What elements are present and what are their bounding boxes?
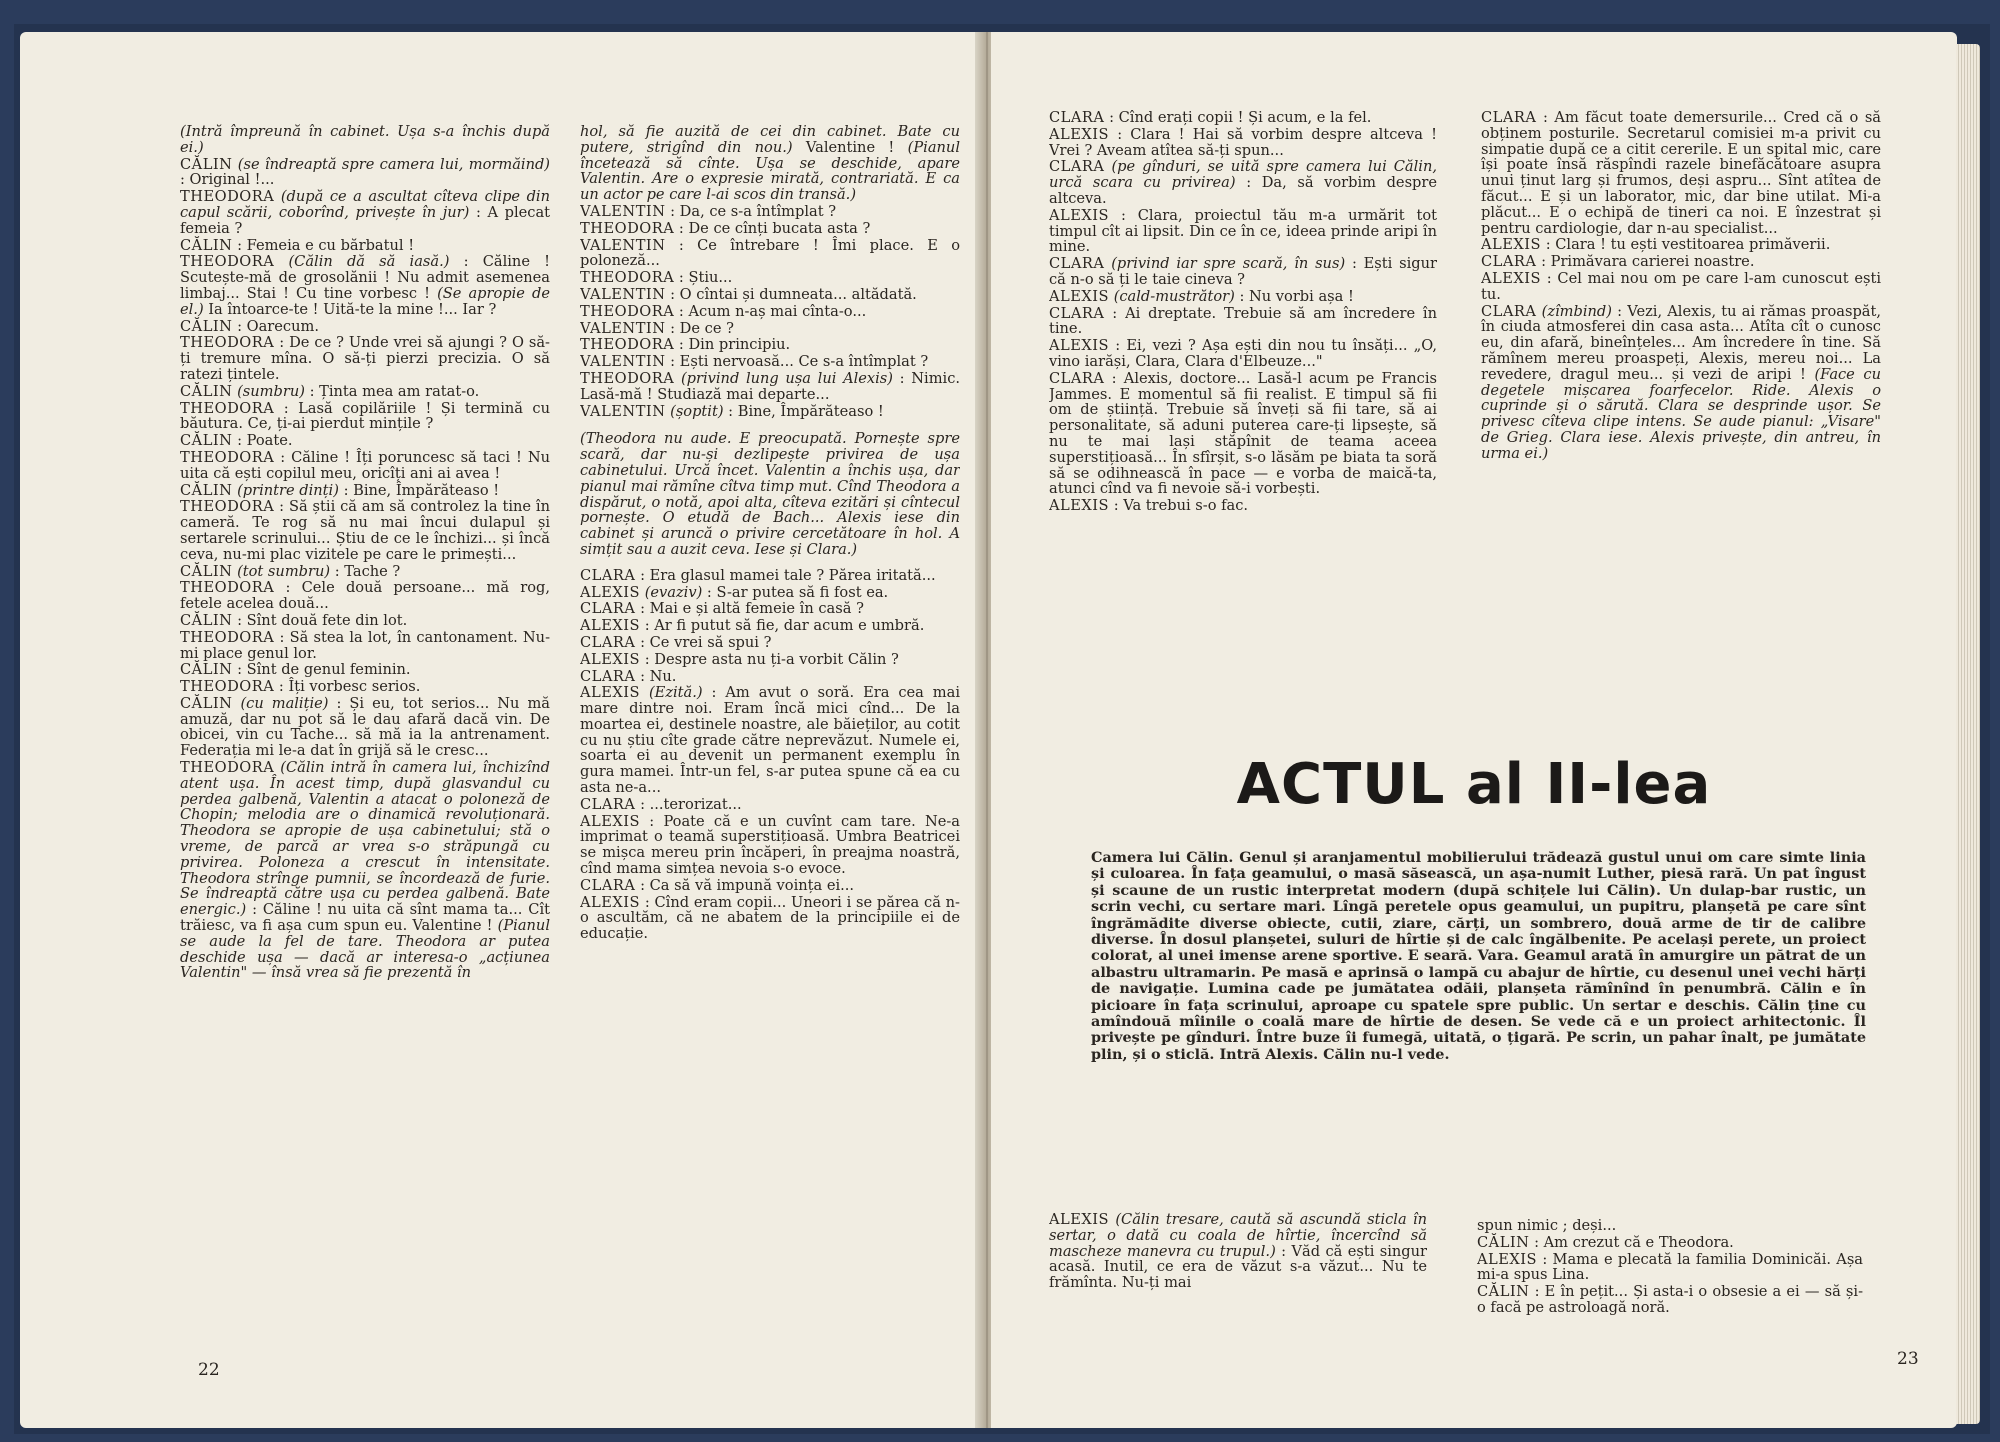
speaker-name: THEODORA bbox=[180, 498, 275, 516]
speaker-name: THEODORA bbox=[580, 336, 675, 354]
dialogue-line bbox=[180, 384, 550, 400]
speaker-name: ALEXIS bbox=[1049, 287, 1110, 305]
speaker-name: CĂLIN bbox=[1477, 1283, 1530, 1301]
stage-direction: (pe gînduri, se uită spre camera lui Călin, urcă scara cu privirea) bbox=[1049, 158, 1437, 192]
dialogue-text: : Am făcut toate demersurile... Cred că o să obținem posturile. Secretarul comisiei m-a privit cu simpatie după ce a citit cererile. E un spital mic, care își poate însă răspîndi razele binefăcătoare asupra unui ținut larg și frumos, deși aspru... Sînt atîtea de făcut... E și un laborator, mic, dar bine utilat. Mi-a plăcut... E o echipă de tineri ca noi. E înzestrat și pentru cardiologie, dar n-au specialist... bbox=[1481, 110, 1881, 237]
stage-direction: (sumbru) bbox=[237, 382, 305, 400]
stage-direction: (Theodora nu aude. E preocupată. Pornește spre scară, dar nu-și dezlipește privirea de ușa cabinetului. Urcă încet. Valentin a închis ușa, dar pianul mai rămîne cîtva timp mut. Cînd Theodora a dispărut, o notă, apoi alta, cîteva ezitări și cîntecul pornește. O etudă de Bach... Alexis iese din cabinet și aruncă o privire cercetătoare în hol. A simțit sau a auzit ceva. Iese și Clara.) bbox=[580, 430, 960, 558]
dialogue-line bbox=[180, 124, 550, 156]
speaker-name: CLARA bbox=[1049, 304, 1105, 322]
dialogue-line bbox=[1049, 338, 1437, 370]
speaker-name: CĂLIN bbox=[180, 611, 233, 629]
dialogue-line bbox=[580, 669, 960, 685]
speaker-name: THEODORA bbox=[180, 253, 275, 271]
dialogue-text: : De ce ? bbox=[670, 319, 734, 337]
dialogue-text: : Ca să vă impună voința ei... bbox=[640, 876, 855, 894]
dialogue-text: : Clara, proiectul tău m-a urmărit tot timpul cît ai lipsit. Din ce în ce, ideea prinde aripi în mine. bbox=[1049, 206, 1437, 256]
dialogue-text: : Văd că ești singur acasă. bbox=[1049, 1242, 1427, 1276]
speaker-name: CĂLIN bbox=[180, 562, 233, 580]
stage-direction: (zîmbind) bbox=[1541, 302, 1612, 320]
dialogue-text: : Cînd erați copii ! Și acum, e la fel. bbox=[1109, 110, 1372, 126]
page-number-left: 22 bbox=[198, 1360, 220, 1380]
dialogue-text: : Căline ! Îți poruncesc să taci ! Nu uita că ești copilul meu, oricîți ani ai avea ! bbox=[180, 448, 550, 482]
stage-direction: (tot sumbru) bbox=[237, 562, 331, 580]
dialogue-text: : Clara ! tu ești vestitoarea primăverii. bbox=[1545, 236, 1831, 254]
dialogue-text: : Despre asta nu ți-a vorbit Călin ? bbox=[644, 650, 899, 668]
dialogue-line bbox=[580, 618, 960, 634]
speaker-name: THEODORA bbox=[580, 369, 675, 387]
dialogue-text: : Căline ! nu uita că sînt mama ta... Cît trăiesc, va fi așa cum spun eu. bbox=[180, 901, 550, 935]
speaker-name: THEODORA bbox=[580, 269, 675, 287]
speaker-name: CLARA bbox=[580, 633, 636, 651]
dialogue-text: : S-ar putea să fi fost ea. bbox=[706, 583, 889, 601]
speaker-name: VALENTIN bbox=[580, 236, 666, 254]
speaker-name: VALENTIN bbox=[580, 285, 666, 303]
dialogue-line bbox=[580, 124, 960, 203]
dialogue-line bbox=[180, 483, 550, 499]
dialogue-line bbox=[180, 696, 550, 759]
dialogue-line bbox=[1049, 208, 1437, 255]
dialogue-text: : Alexis, doctore... Lasă-l acum pe Francis Jammes. E momentul să fii realist. E timpul să fii om de știință. Trebuie să înveți să fii tare, să ai personalitate, să aduni puterea care-ți lipsește, să nu te mai lași stăpînit de teama aceea superstițioasă... În sfîrșit, s-o lăsăm pe biata ta soră să se odihnească în pace — e vorba de maică-ta, atunci cînd va fi nevoie să-i vorbești. bbox=[1049, 369, 1437, 498]
right-bottom-column-1 bbox=[1049, 1212, 1427, 1362]
speaker-name: ALEXIS bbox=[1477, 1250, 1538, 1268]
speaker-name: THEODORA bbox=[180, 334, 275, 352]
speaker-name: CLARA bbox=[1049, 110, 1105, 126]
dialogue-text: : Lasă copilăriile ! Și termină cu băutura. Ce, ți-ai pierdut mințile ? bbox=[180, 399, 550, 433]
speaker-name: THEODORA bbox=[180, 759, 275, 777]
stage-direction: (privind lung ușa lui Alexis) bbox=[680, 369, 893, 387]
dialogue-text: : Să stea la lot, în cantonament. Nu-mi place genul lor. bbox=[180, 628, 550, 662]
dialogue-text: : Primăvara carierei noastre. bbox=[1541, 253, 1755, 271]
dialogue-text: : De ce cînți bucata asta ? bbox=[678, 219, 871, 237]
dialogue-text: Valentine ! bbox=[412, 917, 493, 935]
stage-direction bbox=[580, 431, 960, 557]
speaker-name: CĂLIN bbox=[180, 694, 233, 712]
stage-direction: (printre dinți) bbox=[237, 481, 339, 499]
dialogue-line bbox=[180, 238, 550, 254]
dialogue-line bbox=[580, 304, 960, 320]
stage-direction: (privind iar spre scară, în sus) bbox=[1111, 255, 1346, 273]
dialogue-text: : Ținta mea am ratat-o. bbox=[309, 382, 480, 400]
dialogue-line bbox=[580, 685, 960, 796]
speaker-name: VALENTIN bbox=[580, 353, 666, 371]
dialogue-line bbox=[180, 189, 550, 236]
dialogue-line bbox=[180, 433, 550, 449]
dialogue-line bbox=[1049, 306, 1437, 338]
dialogue-text: : Poate că e un cuvînt cam tare. Ne-a imprimat o teamă superstițioasă. Umbra Beatricei se mișca mereu prin încăperi, în preajma noastră, cînd mama simțea nevoia s-o evoce. bbox=[580, 812, 960, 878]
speaker-name: CLARA bbox=[1049, 158, 1105, 176]
speaker-name: ALEXIS bbox=[1049, 1212, 1110, 1228]
dialogue-line bbox=[580, 585, 960, 601]
dialogue-line bbox=[580, 287, 960, 303]
dialogue-line bbox=[180, 319, 550, 335]
dialogue-line bbox=[580, 354, 960, 370]
speaker-name: THEODORA bbox=[180, 188, 275, 206]
stage-direction: (după ce a ascultat cîteva clipe din capul scării, coborînd, privește în jur) bbox=[180, 188, 550, 221]
stage-direction: hol, să fie auzită de cei din cabinet. Bate cu putere, strigînd din nou.) bbox=[580, 124, 960, 156]
dialogue-line bbox=[1049, 110, 1437, 126]
dialogue-text: Ia întoarce-te ! Uită-te la mine !... Iar ? bbox=[208, 300, 497, 318]
stage-direction: (Intră împreună în cabinet. Ușa s-a închis după ei.) bbox=[180, 124, 550, 156]
dialogue-text: : Nu. bbox=[640, 667, 677, 685]
page-number-right: 23 bbox=[1897, 1349, 1919, 1369]
dialogue-line bbox=[1481, 110, 1881, 236]
dialogue-line bbox=[1477, 1252, 1863, 1284]
dialogue-line bbox=[580, 635, 960, 651]
dialogue-line bbox=[580, 404, 960, 420]
dialogue-text: : O cîntai și dumneata... altădată. bbox=[670, 285, 917, 303]
book-spread bbox=[14, 24, 1990, 1434]
speaker-name: CĂLIN bbox=[180, 317, 233, 335]
dialogue-line bbox=[1049, 498, 1437, 514]
speaker-name: VALENTIN bbox=[580, 402, 666, 420]
dialogue-text: : De ce ? Unde vrei să ajungi ? O să-ți tremure mîna. O să-ți pierzi precizia. O să ratezi țintele. bbox=[180, 334, 550, 383]
speaker-name: THEODORA bbox=[180, 579, 275, 597]
dialogue-line bbox=[180, 760, 550, 981]
dialogue-line bbox=[1477, 1284, 1863, 1316]
dialogue-text: : Bine, Împărăteaso ! bbox=[728, 402, 884, 420]
dialogue-line bbox=[1481, 304, 1881, 462]
dialogue-line bbox=[580, 568, 960, 584]
dialogue-text: : Am avut o soră. Era cea mai mare dintre noi. Eram încă mici cînd... bbox=[580, 684, 960, 718]
dialogue-text: : Tache ? bbox=[334, 562, 401, 580]
speaker-name: THEODORA bbox=[180, 628, 275, 646]
speaker-name: CLARA bbox=[1481, 302, 1537, 320]
right-bottom-column-2 bbox=[1477, 1218, 1863, 1358]
dialogue-text: : Ei, vezi ? Așa ești din nou tu însăți... „O, vino iarăși, Clara, Clara d'Elbeuze..." bbox=[1049, 337, 1437, 370]
dialogue-text: : Clara ! Hai să vorbim despre altceva ! Vrei ? Aveam atîtea să-ți spun... bbox=[1049, 125, 1437, 159]
speaker-name: THEODORA bbox=[580, 302, 675, 320]
dialogue-text: : Căline ! Scutește-mă de grosolănii ! Nu admit asemenea limbaj... bbox=[180, 253, 550, 302]
scene-description: Camera lui Călin. Genul și aranjamentul mobilierului trădează gustul unui om care simte linia și culoarea. În fața geamului, o masă săsească, un așa-numit Luther, piesă rară. Un pat îngust și scaune de un rustic interpretat modern (după schițele lui Călin). Un dulap-bar rustic, un scrin vechi, cu sertare mari. Lîngă peretele opus geamului, un pupitru, planșetă pe care sînt îngrămădite diverse obiecte, cutii, ziare, cărți, un sombrero, două arme de tir de calibre diverse. În dosul planșetei, suluri de hîrtie și de calc îngălbenite. Pe același perete, un proiect colorat, al unei imense arene sportive. E seară. Vara. Geamul arată în amurgire un pătrat de un albastru ultramarin. Pe masă e aprinsă o lampă cu abajur de hîrtie, cu desenul unei vechi hărți de navigație. Lumina cade pe jumătatea odăii, planșeta rămînînd în penumbră. Călin e în picioare în fața scrinului, aproape cu spatele spre public. Un sertar e deschis. Călin ține cu amîndouă mîinile o coală mare de hîrtie de desen. Se vede că e un proiect arhitectonic. Îl privește pe gînduri. Între buze îi fumegă, uitată, o țigară. Pe scrin, un pahar înalt, pe jumătate plin, și o sticlă. Intră Alexis. Călin nu-l vede. bbox=[1091, 849, 1866, 1063]
dialogue-line bbox=[1477, 1235, 1863, 1251]
dialogue-line bbox=[1049, 159, 1437, 206]
speaker-name: CĂLIN bbox=[1477, 1233, 1530, 1251]
dialogue-text: : Știu... bbox=[678, 269, 733, 287]
dialogue-text: : ...terorizat... bbox=[640, 795, 742, 813]
dialogue-line bbox=[580, 270, 960, 286]
dialogue-text: : Va trebui s-o fac. bbox=[1113, 497, 1249, 515]
dialogue-line bbox=[580, 204, 960, 220]
speaker-name: ALEXIS bbox=[1049, 125, 1110, 143]
dialogue-text: : Să știi că am să controlez la tine în cameră. Te rog să nu mai încui dulapul și sertarele scrinului... Știu de ce le închizi... și încă ceva, nu-mi plac vizitele pe care le primești... bbox=[180, 498, 550, 563]
speaker-name: CĂLIN bbox=[180, 236, 233, 254]
dialogue-text: : Oarecum. bbox=[237, 317, 319, 335]
dialogue-text: : Femeia e cu bărbatul ! bbox=[237, 236, 415, 254]
speaker-name: CLARA bbox=[1481, 110, 1537, 126]
dialogue-line bbox=[1049, 256, 1437, 288]
speaker-name: ALEXIS bbox=[1049, 206, 1110, 224]
dialogue-line bbox=[580, 601, 960, 617]
stage-direction: (Călin tresare, caută să ascundă sticla în sertar, o dată cu coala de hîrtie, încercînd să mascheze manevra cu trupul.) bbox=[1049, 1212, 1427, 1260]
dialogue-line bbox=[180, 499, 550, 562]
dialogue-line bbox=[1049, 1212, 1427, 1291]
speaker-name: ALEXIS bbox=[580, 617, 641, 635]
dialogue-line bbox=[180, 679, 550, 695]
speaker-name: ALEXIS bbox=[580, 684, 641, 702]
dialogue-line bbox=[1481, 271, 1881, 303]
dialogue-line bbox=[1481, 237, 1881, 253]
stage-direction: (șoptit) bbox=[670, 402, 724, 420]
dialogue-line bbox=[1049, 127, 1437, 159]
dialogue-text: Valentine ! bbox=[805, 138, 895, 156]
dialogue-text: : Original !... bbox=[180, 171, 275, 189]
dialogue-text: : Ești nervoasă... Ce s-a întîmplat ? bbox=[670, 353, 929, 371]
speaker-name: THEODORA bbox=[180, 399, 275, 417]
speaker-name: VALENTIN bbox=[580, 319, 666, 337]
dialogue-line bbox=[580, 221, 960, 237]
dialogue-text: să le cresc... bbox=[396, 742, 489, 760]
dialogue-line bbox=[1477, 1218, 1863, 1234]
dialogue-line bbox=[1481, 254, 1881, 270]
dialogue-text: : Am crezut că e Theodora. bbox=[1534, 1233, 1734, 1251]
page-edges bbox=[1956, 44, 1980, 1424]
speaker-name: VALENTIN bbox=[580, 202, 666, 220]
dialogue-line bbox=[580, 321, 960, 337]
speaker-name: THEODORA bbox=[180, 448, 275, 466]
dialogue-text: : Sînt două fete din lot. bbox=[237, 611, 408, 629]
dialogue-line bbox=[580, 371, 960, 403]
dialogue-text: vezi de aripi ! bbox=[1692, 365, 1806, 383]
dialogue-text: : Da, ce s-a întîmplat ? bbox=[670, 202, 837, 220]
stage-direction: (Călin dă să iasă.) bbox=[288, 253, 450, 271]
dialogue-text: : Ai dreptate. Trebuie să am încredere în tine. bbox=[1049, 304, 1437, 338]
stage-direction: (Se apropie de el.) bbox=[180, 284, 550, 318]
dialogue-text: : Era glasul mamei tale ? Părea iritată... bbox=[640, 566, 936, 584]
speaker-name: CLARA bbox=[580, 667, 636, 685]
stage-direction: (Călin intră în camera lui, închizînd atent ușa. În acest timp, după glasvandul cu perdea galbenă, Valentin a atacat o poloneză de Chopin; melodia are o dinamică revoluționară. Theodora se apropie de ușa cabinetului; stă o vreme, de parcă ar vrea s-o străpungă cu privirea. Poloneza a crescut în intensitate. Theodora strînge pumnii, se încordează de furie. Se îndreaptă către ușa cu perdea galbenă. Bate energic.) bbox=[180, 759, 550, 919]
stage-direction: (se îndreaptă spre camera lui, mormăind) bbox=[237, 155, 550, 173]
dialogue-text: : Vezi, Alexis, tu ai rămas proaspăt, în ciuda atmosferei din casa asta... Atîta cît o cunosc eu, din afară, bineînțeles... Am încredere în tine. Să rămînem mereu proaspeți, Alexis, mereu noi... La revedere, dragul meu... și bbox=[1481, 302, 1881, 383]
dialogue-line bbox=[180, 662, 550, 678]
dialogue-text: : Din principiu. bbox=[678, 336, 791, 354]
dialogue-text: : Ești sigur că n-o să ți le taie cineva ? bbox=[1049, 255, 1437, 288]
stage-direction: (cald-mustrător) bbox=[1113, 287, 1235, 305]
speaker-name: CLARA bbox=[1049, 255, 1105, 273]
dialogue-text: : Nu vorbi așa ! bbox=[1239, 287, 1354, 305]
speaker-name: ALEXIS bbox=[1049, 337, 1110, 355]
speaker-name: ALEXIS bbox=[580, 650, 641, 668]
dialogue-line bbox=[580, 652, 960, 668]
speaker-name: CLARA bbox=[1481, 253, 1537, 271]
speaker-name: CLARA bbox=[1049, 369, 1105, 387]
right-page bbox=[991, 32, 1957, 1428]
stage-direction: (Pianul se aude la fel de tare. Theodora ar putea deschide ușa — dacă ar interesa-o „acțiunea Valentin" — însă vrea să fie prezentă în bbox=[180, 917, 550, 982]
speaker-name: CĂLIN bbox=[180, 382, 233, 400]
dialogue-text: spun nimic ; deși... bbox=[1477, 1218, 1617, 1234]
dialogue-line bbox=[180, 157, 550, 189]
dialogue-line bbox=[180, 630, 550, 662]
dialogue-line bbox=[580, 814, 960, 877]
speaker-name: ALEXIS bbox=[580, 583, 641, 601]
dialogue-line bbox=[580, 337, 960, 353]
speaker-name: ALEXIS bbox=[580, 812, 641, 830]
dialogue-line bbox=[180, 580, 550, 612]
dialogue-line bbox=[580, 878, 960, 894]
dialogue-text: : Mama e plecată la familia Dominicăi. Așa mi-a spus Lina. bbox=[1477, 1250, 1863, 1284]
speaker-name: CLARA bbox=[580, 600, 636, 618]
left-column-2 bbox=[580, 124, 960, 1344]
stage-direction: (Pianul încetează să cînte. Ușa se deschide, apare Valentin. Are o expresie mirată, contrariată. E ca un actor pe care l-ai scos din transă.) bbox=[580, 138, 960, 204]
speaker-name: CLARA bbox=[580, 876, 636, 894]
speaker-name: CLARA bbox=[580, 566, 636, 584]
speaker-name: THEODORA bbox=[180, 678, 275, 696]
speaker-name: CĂLIN bbox=[180, 481, 233, 499]
speaker-name: CLARA bbox=[580, 795, 636, 813]
speaker-name: ALEXIS bbox=[1049, 497, 1110, 515]
right-column-2 bbox=[1481, 110, 1881, 710]
left-column-1 bbox=[180, 124, 550, 1344]
speaker-name: CĂLIN bbox=[180, 661, 233, 679]
dialogue-text: : Îți vorbesc serios. bbox=[278, 678, 421, 696]
left-page bbox=[20, 32, 983, 1428]
dialogue-text: : Și eu, tot serios... Nu mă amuză, dar nu pot să le dau afară dacă vin. De obicei, vin cu Tache... să mă ia la antrenament. Federația mi le-a dat în grijă bbox=[180, 694, 550, 760]
dialogue-line bbox=[180, 335, 550, 382]
dialogue-text: : Ar fi putut să fie, dar acum e umbră. bbox=[644, 617, 925, 635]
dialogue-line bbox=[580, 797, 960, 813]
dialogue-line bbox=[180, 613, 550, 629]
dialogue-line bbox=[180, 254, 550, 317]
stage-direction: (Ezită.) bbox=[648, 684, 703, 702]
stage-direction: (evaziv) bbox=[644, 583, 703, 601]
speaker-name: ALEXIS bbox=[580, 893, 641, 911]
dialogue-text: : Cel mai nou om pe care l-am cunoscut ești tu. bbox=[1481, 269, 1881, 303]
speaker-name: ALEXIS bbox=[1481, 236, 1542, 254]
dialogue-text: : Ce întrebare ! Îmi place. E o poloneză... bbox=[580, 236, 960, 270]
act-title: ACTUL al II-lea bbox=[1236, 752, 1712, 817]
dialogue-line bbox=[1049, 371, 1437, 497]
dialogue-text: : Cele două persoane... mă rog, fetele acelea două... bbox=[180, 579, 550, 613]
dialogue-line bbox=[580, 895, 960, 942]
speaker-name: CĂLIN bbox=[180, 155, 233, 173]
dialogue-line bbox=[1049, 289, 1437, 305]
dialogue-text: : A plecat femeia ? bbox=[180, 203, 550, 237]
right-column-1 bbox=[1049, 110, 1437, 700]
dialogue-text: : Poate. bbox=[237, 432, 293, 450]
stage-direction: (cu maliție) bbox=[240, 694, 329, 712]
dialogue-text: : Nimic. Lasă-mă ! Studiază mai departe... bbox=[580, 369, 960, 403]
dialogue-text: Inutil, ce era de văzut s-a văzut... Nu te frămînta. Nu-ți mai bbox=[1049, 1258, 1427, 1292]
dialogue-line bbox=[580, 238, 960, 270]
dialogue-text: Stai ! Cu tine vorbesc ! bbox=[246, 284, 430, 302]
speaker-name: CĂLIN bbox=[180, 432, 233, 450]
dialogue-text: : Ce vrei să spui ? bbox=[640, 633, 772, 651]
speaker-name: ALEXIS bbox=[1481, 269, 1542, 287]
dialogue-text: : Da, să vorbim despre altceva. bbox=[1049, 174, 1437, 207]
dialogue-text: : Cînd eram copii... Uneori i se părea că n-o ascultăm, că ne abatem de la principiile ei de educație. bbox=[580, 893, 960, 943]
dialogue-line bbox=[180, 450, 550, 482]
dialogue-line bbox=[180, 564, 550, 580]
dialogue-text: : E în pețit... Și asta-i o obsesie a ei — să și-o facă pe astroloagă noră. bbox=[1477, 1283, 1863, 1316]
dialogue-text: : Sînt de genul feminin. bbox=[237, 661, 411, 679]
dialogue-text: : Acum n-aș mai cînta-o... bbox=[678, 302, 867, 320]
dialogue-text: De la moartea ei, destinele noastre, ale băieților, au cotit cu nu știu cîte grade către neprevăzut. Numele ei, soarta ei au devenit un permanent exemplu în gura mamei. Într-un fel, s-ar putea spune că ea cu asta ne-a... bbox=[580, 700, 960, 797]
dialogue-text: : Mai e și altă femeie în casă ? bbox=[640, 600, 864, 618]
dialogue-text: : Bine, Împărăteaso ! bbox=[343, 481, 500, 499]
stage-direction: (Face cu degetele mișcarea foarfecelor. Ride. Alexis o cuprinde și o sărută. Clara se desprinde ușor. Se privesc cîteva clipe intens. Se aude pianul: „Visare" de Grieg. Clara iese. Alexis privește, din antreu, în urma ei.) bbox=[1481, 365, 1881, 462]
speaker-name: THEODORA bbox=[580, 219, 675, 237]
dialogue-line bbox=[180, 401, 550, 433]
